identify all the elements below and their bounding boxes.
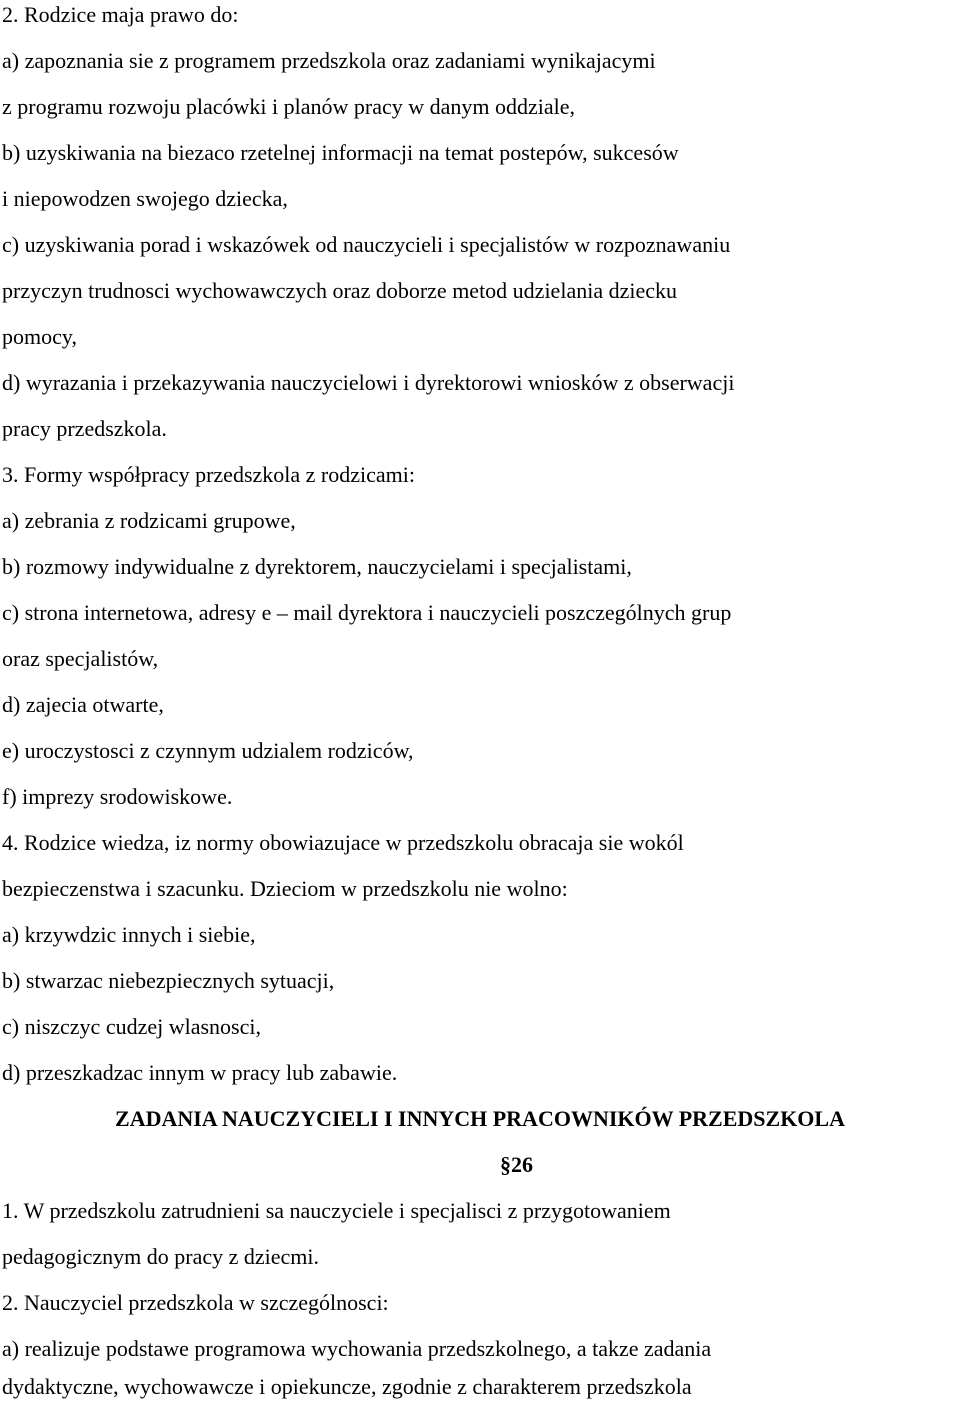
text-line: bezpieczenstwa i szacunku. Dzieciom w przedszkolu nie wolno: bbox=[2, 876, 568, 901]
text-line: e) uroczystosci z czynnym udzialem rodziców, bbox=[2, 738, 414, 763]
text-line: przyczyn trudnosci wychowawczych oraz doborze metod udzielania dziecku bbox=[2, 278, 677, 303]
text-line: b) uzyskiwania na biezaco rzetelnej informacji na temat postepów, sukcesów bbox=[2, 140, 679, 165]
text-line: d) przeszkadzac innym w pracy lub zabawie. bbox=[2, 1060, 398, 1085]
text-line: f) imprezy srodowiskowe. bbox=[2, 784, 233, 809]
text-line: c) niszczyc cudzej wlasnosci, bbox=[2, 1014, 261, 1039]
text-line: pedagogicznym do pracy z dziecmi. bbox=[2, 1244, 320, 1269]
text-line: 4. Rodzice wiedza, iz normy obowiazujace w przedszkolu obracaja sie wokól bbox=[2, 830, 684, 855]
text-line: 2. Rodzice maja prawo do: bbox=[2, 2, 239, 27]
text-line: pracy przedszkola. bbox=[2, 416, 167, 441]
text-line: a) zapoznania sie z programem przedszkola oraz zadaniami wynikajacymi bbox=[2, 48, 656, 73]
text-line: i niepowodzen swojego dziecka, bbox=[2, 186, 288, 211]
section-number: §26 bbox=[500, 1152, 533, 1177]
text-line: 2. Nauczyciel przedszkola w szczególnosci: bbox=[2, 1290, 389, 1315]
section-heading: ZADANIA NAUCZYCIELI I INNYCH PRACOWNIKÓW PRZEDSZKOLA bbox=[115, 1106, 845, 1131]
text-line: oraz specjalistów, bbox=[2, 646, 159, 671]
text-line: dydaktyczne, wychowawcze i opiekuncze, zgodnie z charakterem przedszkola bbox=[2, 1374, 692, 1399]
text-line: pomocy, bbox=[2, 324, 77, 349]
text-line: b) stwarzac niebezpiecznych sytuacji, bbox=[2, 968, 335, 993]
text-line: a) zebrania z rodzicami grupowe, bbox=[2, 508, 296, 533]
text-line: d) wyrazania i przekazywania nauczycielowi i dyrektorowi wniosków z obserwacji bbox=[2, 370, 735, 395]
text-line: d) zajecia otwarte, bbox=[2, 692, 164, 717]
text-line: 1. W przedszkolu zatrudnieni sa nauczyciele i specjalisci z przygotowaniem bbox=[2, 1198, 671, 1223]
text-line: a) realizuje podstawe programowa wychowania przedszkolnego, a takze zadania bbox=[2, 1336, 712, 1361]
text-line: 3. Formy współpracy przedszkola z rodzicami: bbox=[2, 462, 415, 487]
text-line: c) strona internetowa, adresy e – mail dyrektora i nauczycieli poszczególnych grup bbox=[2, 600, 732, 625]
text-line: a) krzywdzic innych i siebie, bbox=[2, 922, 256, 947]
text-line: c) uzyskiwania porad i wskazówek od nauczycieli i specjalistów w rozpoznawaniu bbox=[2, 232, 731, 257]
text-line: z programu rozwoju placówki i planów pracy w danym oddziale, bbox=[2, 94, 576, 119]
text-line: b) rozmowy indywidualne z dyrektorem, nauczycielami i specjalistami, bbox=[2, 554, 632, 579]
